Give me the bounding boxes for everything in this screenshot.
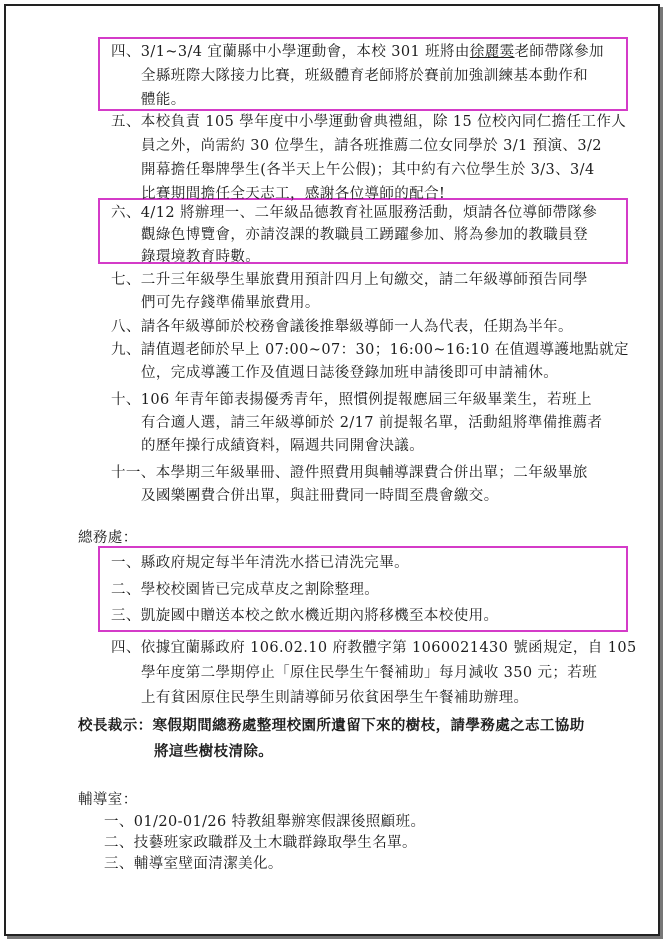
item-6-line-2: 觀綠色博覽會，亦請沒課的教職員工踴躍參加、將為參加的教職員登 bbox=[141, 227, 588, 243]
general-item-2: 二、學校校園皆已完成草皮之割除整理。 bbox=[111, 582, 380, 598]
item-5-line-3: 開幕擔任舉牌學生(各半天上午公假)；其中約有六位學生於 3/3、3/4 bbox=[141, 162, 595, 178]
item-11-line-2: 及國樂團費合併出單，與註冊費同一時間至農會繳交。 bbox=[141, 488, 499, 504]
item-5-line-2: 員之外，尚需約 30 位學生，請各班推薦二位女同學於 3/1 預演、3/2 bbox=[141, 138, 602, 154]
item-10-line-3: 的歷年操行成績資料，隔週共同開會決議。 bbox=[141, 438, 425, 454]
item-4-line-3: 體能。 bbox=[141, 92, 186, 108]
item-4-line-2: 全縣班際大隊接力比賽，班級體育老師將於賽前加強訓練基本動作和 bbox=[141, 68, 588, 84]
item-9-line-1: 九、請值週老師於早上 07:00~07：30；16:00~16:10 在值週導護地點就定 bbox=[111, 342, 629, 358]
principal-text-1: 寒假期間總務處整理校園所遺留下來的樹枝，請學務處之志工協助 bbox=[152, 717, 585, 734]
item-4-text-b: 老師帶隊參加 bbox=[514, 44, 604, 60]
item-9-line-2: 位，完成導護工作及值週日誌後登錄加班申請後即可申請補休。 bbox=[141, 365, 559, 381]
item-7-line-2: 們可先存錢準備畢旅費用。 bbox=[141, 295, 320, 311]
general-item-1: 一、縣政府規定每半年清洗水搭已清洗完畢。 bbox=[111, 555, 409, 571]
general-item-4-line-1: 四、依據宜蘭縣政府 106.02.10 府教體字第 1060021430 號函規定，自 105 bbox=[111, 640, 637, 656]
item-6-line-3: 錄環境教育時數。 bbox=[141, 249, 261, 265]
item-11-line-1: 十一、本學期三年級畢冊、證件照費用與輔導課費合併出單；二年級畢旅 bbox=[111, 465, 588, 481]
counseling-item-2: 二、技藝班家政職群及土木職群錄取學生名單。 bbox=[104, 835, 417, 851]
item-5-line-1: 五、本校負責 105 學年度中小學運動會典禮組，除 15 位校內同仁擔任工作人 bbox=[111, 114, 627, 130]
item-8-line-1: 八、請各年級導師於校務會議後推舉級導師一人為代表，任期為半年。 bbox=[111, 319, 573, 335]
item-10-line-1: 十、106 年青年節表揚優秀青年，照慣例提報應屆三年級畢業生，若班上 bbox=[111, 392, 592, 408]
counseling-heading: 輔導室： bbox=[78, 792, 138, 808]
item-10-line-2: 有合適人選，請三年級導師於 2/17 前提報名單，活動組將準備推薦者 bbox=[141, 415, 603, 431]
principal-label: 校長裁示： bbox=[78, 717, 153, 734]
principal-instruction-line-1 bbox=[78, 716, 585, 736]
item-7-line-1: 七、二升三年級學生畢旅費用預計四月上旬繳交，請二年級導師預告同學 bbox=[111, 272, 588, 288]
item-5-line-4: 比賽期間擔任全天志工，感謝各位導師的配合! bbox=[141, 186, 446, 202]
general-item-3: 三、凱旋國中贈送本校之飲水機近期內將移機至本校使用。 bbox=[111, 608, 499, 624]
counseling-item-1: 一、01/20-01/26 特教組舉辦寒假課後照顧班。 bbox=[104, 814, 426, 830]
general-affairs-heading: 總務處： bbox=[78, 530, 138, 546]
item-4-line-1 bbox=[111, 42, 604, 62]
item-6-line-1: 六、4/12 將辦理一、二年級品德教育社區服務活動，煩請各位導師帶隊參 bbox=[111, 205, 598, 221]
teacher-name: 徐麗霙 bbox=[469, 44, 515, 60]
principal-instruction-line-2: 將這些樹枝清除。 bbox=[154, 743, 274, 760]
general-item-4-line-2: 學年度第二學期停止「原住民學生午餐補助」每月減收 350 元；若班 bbox=[141, 665, 598, 681]
item-4-text-a: 四、3/1~3/4 宜蘭縣中小學運動會，本校 301 班將由 bbox=[111, 44, 470, 60]
general-item-4-line-3: 上有貧困原住民學生則請導師另依貧困學生午餐補助辦理。 bbox=[141, 690, 529, 706]
counseling-item-3: 三、輔導室壁面清潔美化。 bbox=[104, 856, 283, 872]
